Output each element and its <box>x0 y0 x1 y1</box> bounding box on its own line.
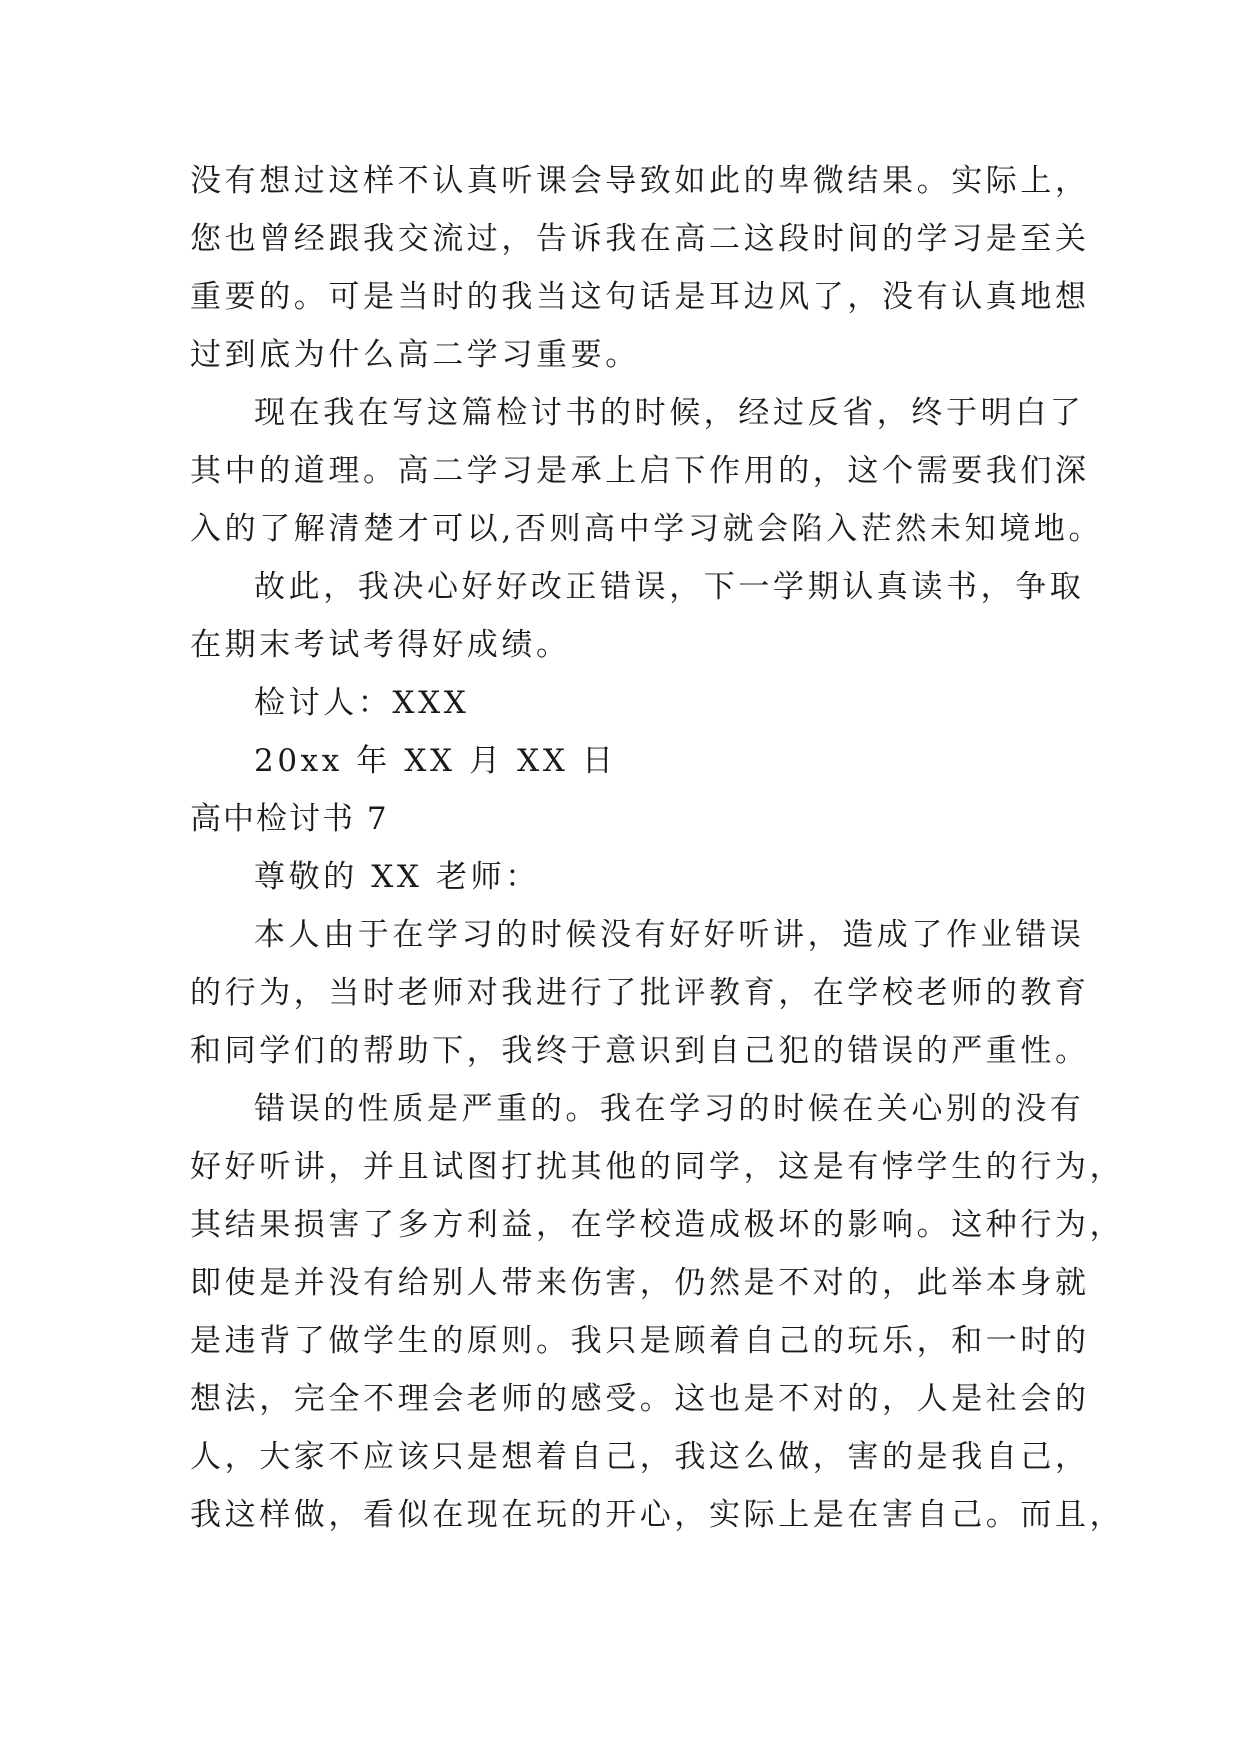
paragraph-start-line: 现在我在写这篇检讨书的时候，经过反省，终于明白了 <box>254 395 1085 431</box>
section-title: 高中检讨书 7 <box>190 801 389 837</box>
body-text-line: 其结果损害了多方利益，在学校造成极坏的影响。这种行为， <box>190 1207 1125 1243</box>
paragraph-start-line: 故此，我决心好好改正错误，下一学期认真读书，争取 <box>254 569 1085 605</box>
paragraph-start-line: 本人由于在学习的时候没有好好听讲，造成了作业错误 <box>254 917 1085 953</box>
date-line: 20xx 年 XX 月 XX 日 <box>254 743 617 779</box>
salutation-line: 尊敬的 XX 老师： <box>254 859 540 895</box>
body-text-line: 重要的。可是当时的我当这句话是耳边风了，没有认真地想 <box>190 279 1090 315</box>
body-text-line: 您也曾经跟我交流过，告诉我在高二这段时间的学习是至关 <box>190 221 1090 257</box>
body-text-line: 其中的道理。高二学习是承上启下作用的，这个需要我们深 <box>190 453 1090 489</box>
paragraph-start-line: 错误的性质是严重的。我在学习的时候在关心别的没有 <box>254 1091 1085 1127</box>
body-text-line: 入的了解清楚才可以,否则高中学习就会陷入茫然未知境地。 <box>190 511 1104 547</box>
body-text-line: 即使是并没有给别人带来伤害，仍然是不对的，此举本身就 <box>190 1265 1090 1301</box>
body-text-line: 好好听讲，并且试图打扰其他的同学，这是有悖学生的行为， <box>190 1149 1125 1185</box>
body-text-line: 是违背了做学生的原则。我只是顾着自己的玩乐，和一时的 <box>190 1323 1090 1359</box>
body-text-line: 过到底为什么高二学习重要。 <box>190 337 640 373</box>
body-text-line: 的行为，当时老师对我进行了批评教育，在学校老师的教育 <box>190 975 1090 1011</box>
body-text-line: 人，大家不应该只是想着自己，我这么做，害的是我自己， <box>190 1439 1090 1475</box>
body-text-line: 没有想过这样不认真听课会导致如此的卑微结果。实际上， <box>190 163 1090 199</box>
body-text-line: 在期末考试考得好成绩。 <box>190 627 571 663</box>
body-text-line: 想法，完全不理会老师的感受。这也是不对的，人是社会的 <box>190 1381 1090 1417</box>
signature-line: 检讨人：XXX <box>254 685 470 721</box>
body-text-line: 我这样做，看似在现在玩的开心，实际上是在害自己。而且， <box>190 1497 1125 1533</box>
body-text-line: 和同学们的帮助下，我终于意识到自己犯的错误的严重性。 <box>190 1033 1090 1069</box>
